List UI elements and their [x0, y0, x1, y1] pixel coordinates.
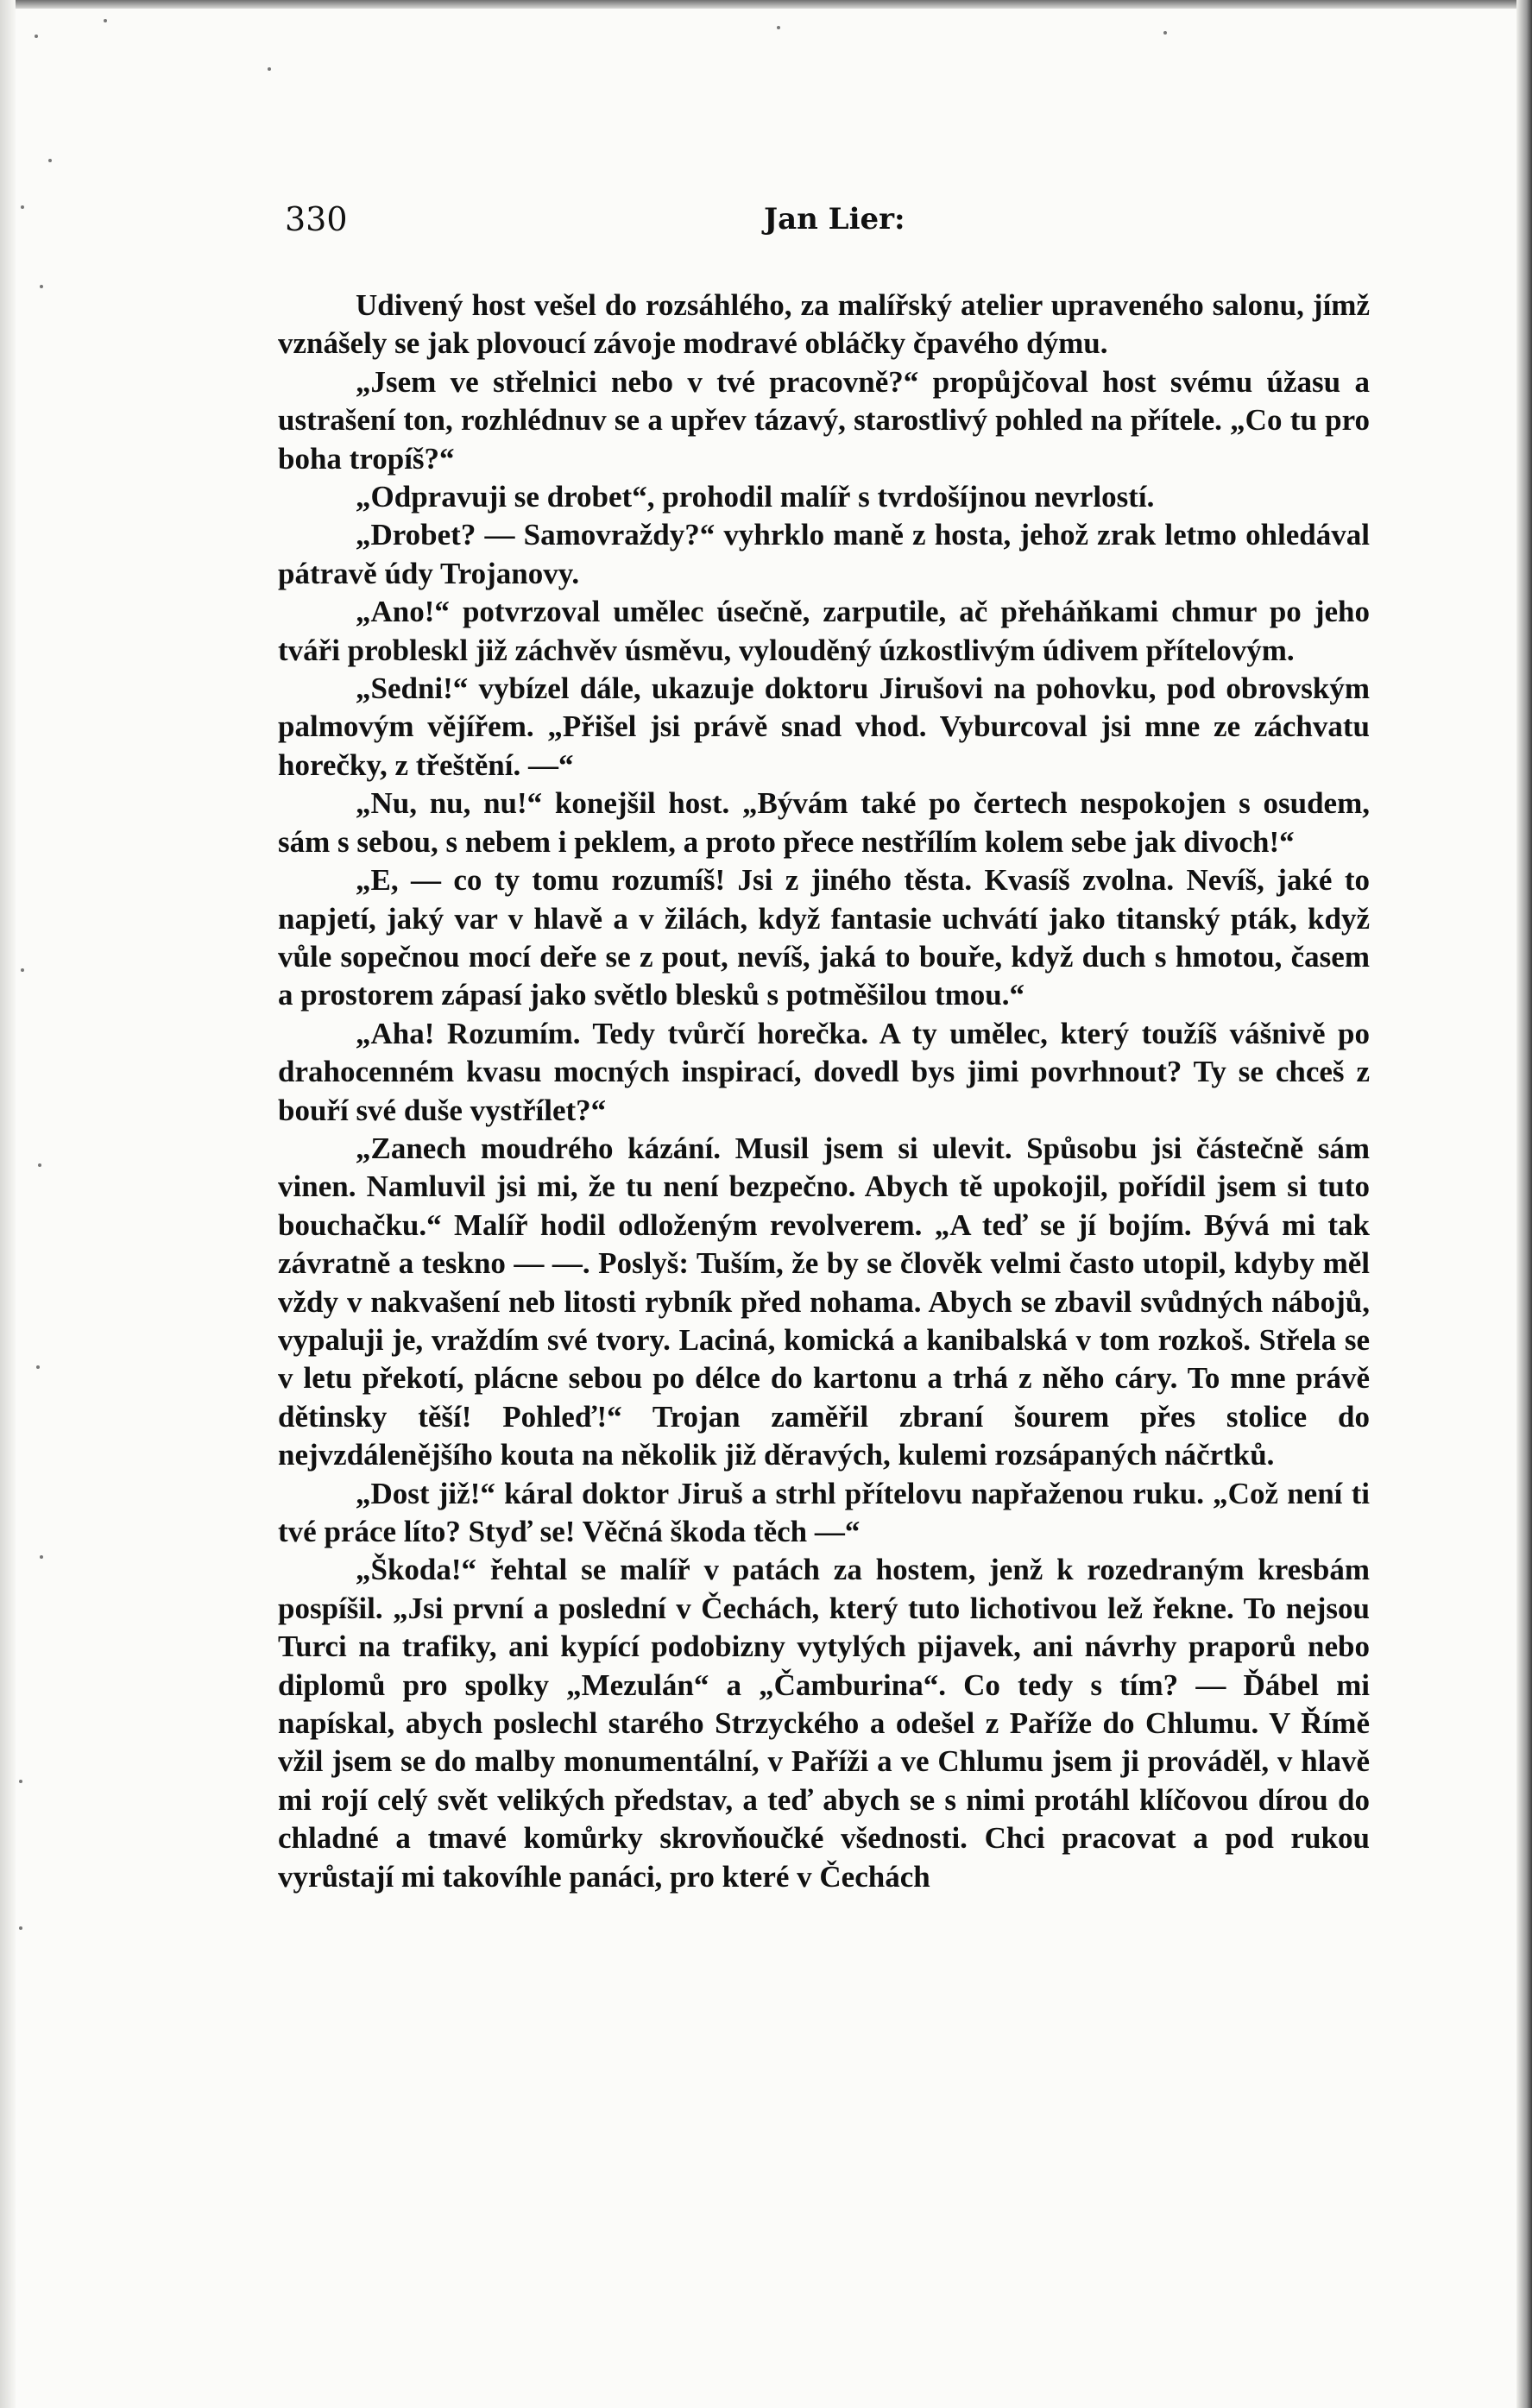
scan-speck — [777, 26, 780, 29]
page-top-edge-shadow — [0, 0, 1532, 9]
paragraph: „Dost již!“ káral doktor Jiruš a strhl přítelovu napřaženou ruku. „Což není ti tvé práce líto? Styď se! Věčná škoda těch —“ — [278, 1476, 1370, 1548]
page-gutter-shadow — [0, 0, 16, 2408]
paragraph: „Škoda!“ řehtal se malíř v patách za hostem, jenž k rozedraným kresbám pospíšil. „Jsi první a poslední v Čechách, který tuto lichotivou lež řekne. To nejsou Turci na trafiky, ani kypící podobizny vytylých pijavek, ani návrhy praporů nebo diplomů pro spolky „Mezulán“ a „Čamburina“. Co tedy s tím? — Ďábel mi napískal, abych poslechl starého Strzyckého a odešel z Paříže do Chlumu. V Římě vžil jsem se do malby monumentální, v Paříži a ve Chlumu jsem ji prováděl, v hlavě mi rojí celý svět velikých představ, a teď abych se s nimi protáhl klíčovou dírou do chladné a tmavé komůrky skrovňoučké všednosti. Chci pracovat a pod rukou vyrůstají mi takovíhle panáci, pro které v Čechách — [278, 1553, 1370, 1894]
scan-speck — [36, 1365, 40, 1369]
scan-speck — [40, 285, 43, 288]
scan-speck — [35, 35, 38, 38]
scan-speck — [21, 968, 24, 972]
scan-speck — [268, 67, 271, 71]
paragraph: „Odpravuji se drobet“, prohodil malíř s tvrdošíjnou nevrlostí. — [356, 480, 1155, 514]
scan-speck — [19, 1780, 22, 1783]
scan-speck — [40, 1555, 43, 1559]
paragraph: „Jsem ve střelnici nebo v tvé pracovně?“ propůjčoval host svému úžasu a ustrašení ton, rozhlédnuv se a upřev tázavý, starostlivý pohled na přítele. „Co tu pro boha tropíš?“ — [278, 364, 1370, 476]
page-number: 330 — [285, 200, 348, 238]
body-text — [278, 287, 1370, 1896]
scan-speck — [104, 19, 107, 22]
paragraph: „Drobet? — Samovraždy?“ vyhrklo maně z hosta, jehož zrak letmo ohledával pátravě údy Trojanovy. — [278, 518, 1370, 590]
scan-speck — [1163, 31, 1167, 35]
running-title: Jan Lier: — [764, 202, 905, 236]
page-right-edge-shadow — [1516, 0, 1532, 2408]
paragraph: „E, — co ty tomu rozumíš! Jsi z jiného těsta. Kvasíš zvolna. Nevíš, jaké to napjetí, jaký var v hlavě a v žilách, když fantasie uchvátí jako titanský pták, když vůle sopečnou mocí deře se z pout, nevíš, jaká to bouře, když duch s hmotou, časem a prostorem zápasí jako světlo blesků s potměšilou tmou.“ — [278, 863, 1370, 1012]
paragraph: Udivený host vešel do rozsáhlého, za malířský atelier upraveného salonu, jímž vznášely se jak plovoucí závoje modravé obláčky čpavého dýmu. — [278, 288, 1370, 361]
paragraph: „Nu, nu, nu!“ konejšil host. „Bývám také po čertech nespokojen s osudem, sám s sebou, s nebem i peklem, a proto přece nestřílím kolem sebe jak divoch!“ — [278, 786, 1370, 859]
scan-speck — [48, 159, 52, 162]
scan-speck — [38, 1163, 41, 1167]
paragraph: „Ano!“ potvrzoval umělec úsečně, zarputile, ač přeháňkami chmur po jeho tváři probleskl již záchvěv úsměvu, vylouděný úzkostlivým údivem přítelovým. — [278, 595, 1370, 667]
running-head — [285, 200, 1372, 243]
paragraph: „Sedni!“ vybízel dále, ukazuje doktoru Jirušovi na pohovku, pod obrovským palmovým vějířem. „Přišel jsi právě snad vhod. Vyburcoval jsi mne ze záchvatu horečky, z třeštění. —“ — [278, 671, 1370, 782]
scan-speck — [21, 205, 24, 209]
paragraph: „Aha! Rozumím. Tedy tvůrčí horečka. A ty umělec, který toužíš vášnivě po drahocenném kvasu mocných inspirací, dovedl bys jimi povrhnout? Ty se chceš z bouří své duše vystřílet?“ — [278, 1016, 1370, 1127]
scan-speck — [19, 1926, 22, 1930]
paragraph: „Zanech moudrého kázání. Musil jsem si ulevit. Spůsobu jsi částečně sám vinen. Namluvil jsi mi, že tu není bezpečno. Abych tě upokojil, pořídil jsem si tuto bouchačku.“ Malíř hodil odloženým revolverem. „A teď se jí bojím. Bývá mi tak závratně a teskno — —. Poslyš: Tuším, že by se člověk velmi často utopil, kdyby měl vždy v nakvašení neb litosti rybník před nohama. Abych se zbavil svůdných nábojů, vypaluji je, vraždím své tvory. Laciná, komická a kanibalská v tom rozkoš. Střela se v letu překotí, plácne sebou po délce do kartonu a trhá z něho cáry. To mne právě dětinsky těší! Pohleď!“ Trojan zaměřil zbraní šourem přes stolice do nejvzdálenějšího kouta na několik již děravých, kulemi rozsápaných náčrtků. — [278, 1131, 1370, 1472]
